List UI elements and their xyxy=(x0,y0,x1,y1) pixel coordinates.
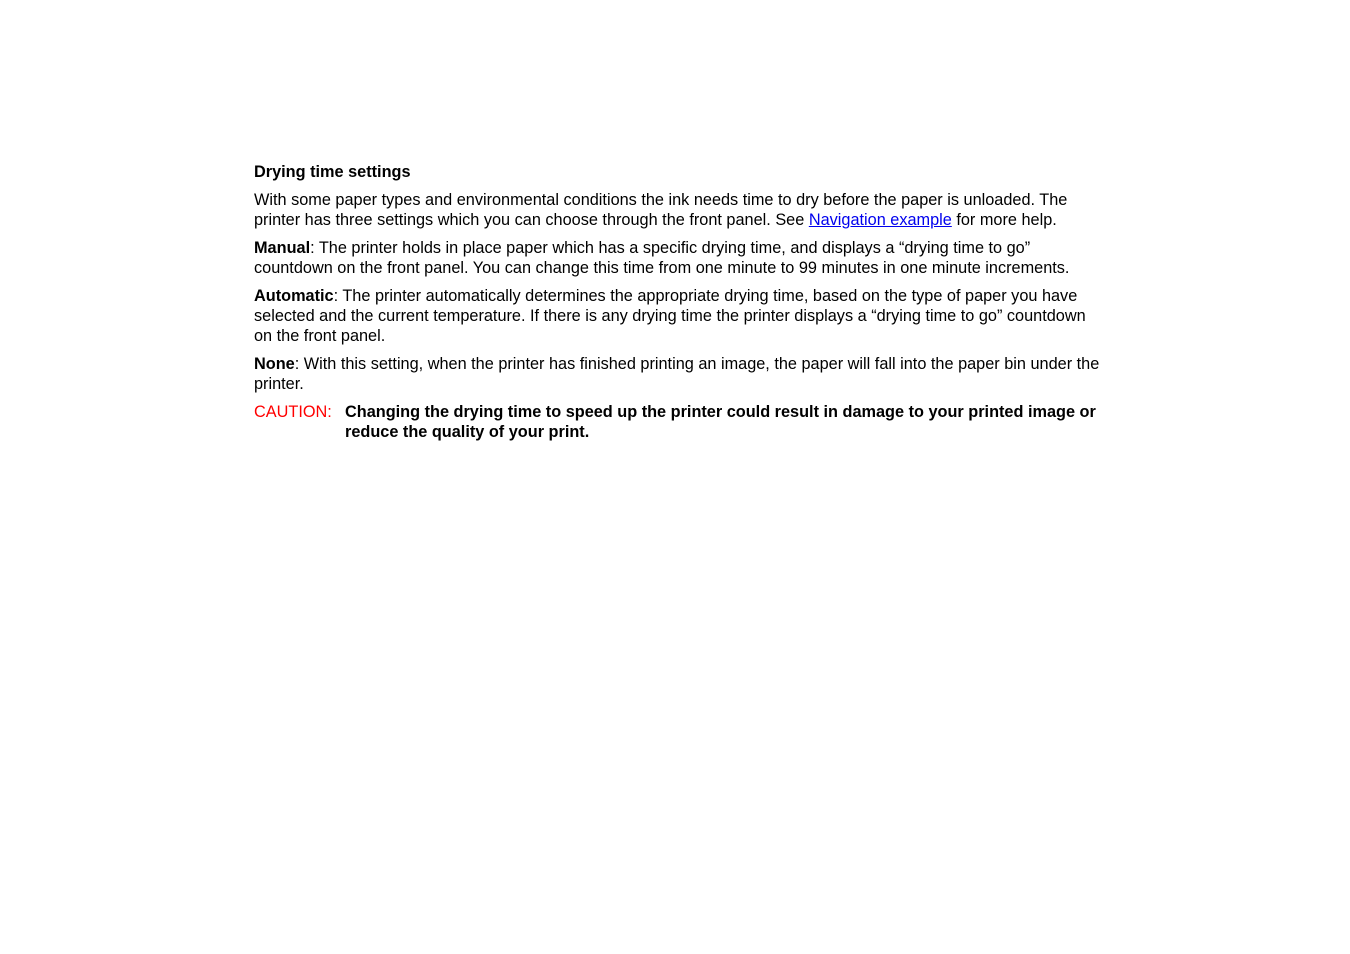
setting-term: Manual xyxy=(254,239,311,257)
document-content xyxy=(254,162,1104,442)
caution-label: CAUTION: xyxy=(254,403,332,421)
caution-text: Changing the drying time to speed up the printer could result in damage to your printed image or reduce the quality of your print. xyxy=(345,403,1096,441)
caution-note xyxy=(254,402,1104,442)
intro-paragraph xyxy=(254,190,1104,230)
section-title: Drying time settings xyxy=(254,163,411,181)
setting-term: Automatic xyxy=(254,287,334,305)
setting-none xyxy=(254,354,1104,394)
intro-text-after: for more help. xyxy=(951,211,1057,229)
setting-description: : With this setting, when the printer has finished printing an image, the paper will fall into the paper bin under the printer. xyxy=(254,355,1100,393)
intro-text-before: With some paper types and environmental conditions the ink needs time to dry before the paper is unloaded. The printer has three settings which you can choose through the front panel. See xyxy=(254,191,1068,229)
setting-description: : The printer automatically determines the appropriate drying time, based on the type of paper you have selected and the current temperature. If there is any drying time the printer displays a “drying time to go” countdown on the front panel. xyxy=(254,287,1086,345)
setting-description: : The printer holds in place paper which has a specific drying time, and displays a “drying time to go” countdown on the front panel. You can change this time from one minute to 99 minutes in one minute increments. xyxy=(254,239,1070,277)
navigation-example-link[interactable]: Navigation example xyxy=(808,211,952,229)
setting-automatic xyxy=(254,286,1104,346)
setting-term: None xyxy=(254,355,295,373)
setting-manual xyxy=(254,238,1104,278)
